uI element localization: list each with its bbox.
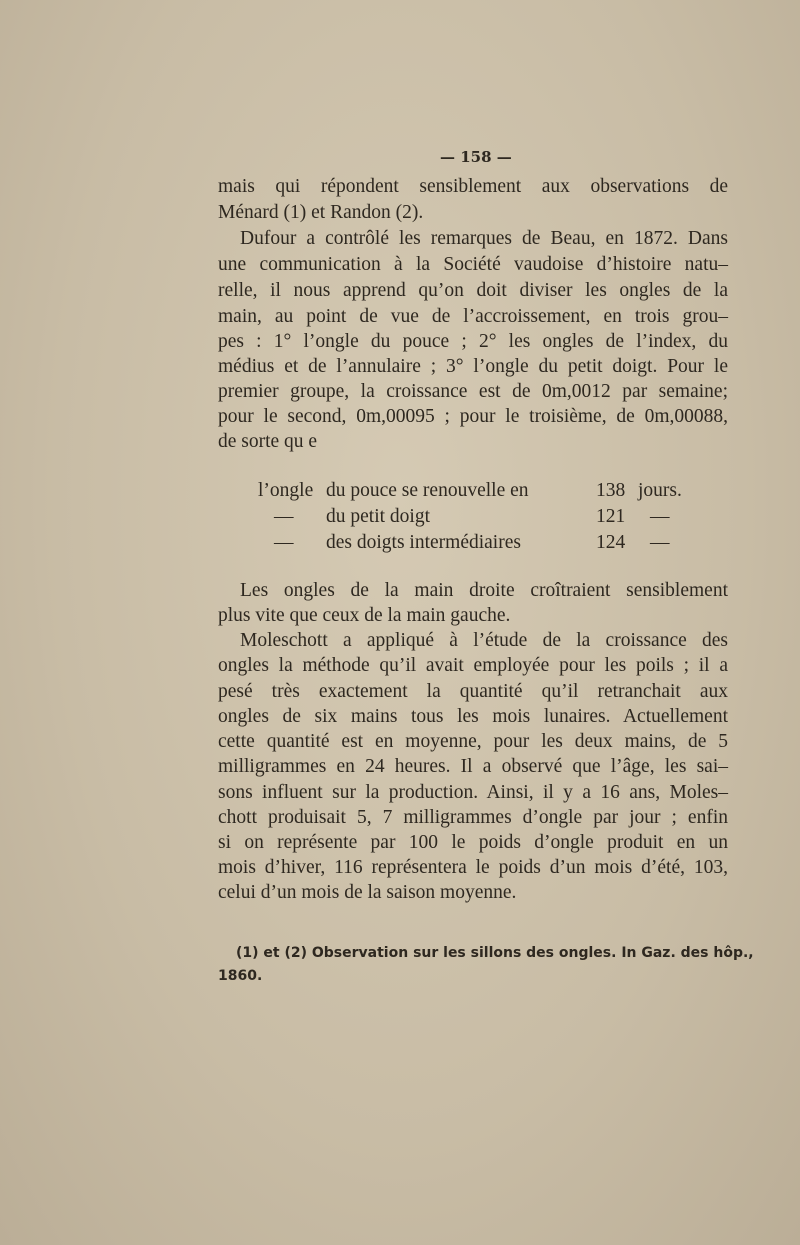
text-line: ongles de six mains tous les mois lunaires. Actuellement bbox=[218, 706, 728, 727]
text-line: milligrammes en 24 heures. Il a observé que l’âge, les sai– bbox=[218, 756, 728, 777]
text-line: Moleschott a appliqué à l’étude de la croissance des bbox=[240, 630, 728, 651]
text-line: ongles la méthode qu’il avait employée pour les poils ; il a bbox=[218, 655, 728, 676]
text-line: mais qui répondent sensiblement aux observations de bbox=[218, 176, 728, 197]
page-number: — 158 — bbox=[440, 148, 512, 166]
text-line: médius et de l’annulaire ; 3° l’ongle du petit doigt. Pour le bbox=[218, 356, 728, 377]
row-prefix: — bbox=[274, 506, 294, 527]
row-label: du petit doigt bbox=[326, 506, 430, 527]
text-line: premier groupe, la croissance est de 0m,0012 par semaine; bbox=[218, 381, 728, 402]
text-line: Ménard (1) et Randon (2). bbox=[218, 202, 424, 223]
text-line: cette quantité est en moyenne, pour les deux mains, de 5 bbox=[218, 731, 728, 752]
row-prefix: l’ongle bbox=[258, 480, 314, 501]
text-line: relle, il nous apprend qu’on doit diviser les ongles de la bbox=[218, 280, 728, 301]
text-line: de sorte qu e bbox=[218, 431, 318, 452]
row-label: des doigts intermédiaires bbox=[326, 532, 521, 553]
text-line: chott produisait 5, 7 milligrammes d’ongle par jour ; enfin bbox=[218, 807, 728, 828]
row-unit: — bbox=[650, 532, 670, 553]
row-value: 124 bbox=[596, 532, 626, 553]
text-line: main, au point de vue de l’accroissement, en trois grou– bbox=[218, 306, 728, 327]
text-line: une communication à la Société vaudoise d’histoire natu– bbox=[218, 254, 728, 275]
text-line: Dufour a contrôlé les remarques de Beau, en 1872. Dans bbox=[240, 228, 728, 249]
text-line: pour le second, 0m,00095 ; pour le troisième, de 0m,00088, bbox=[218, 406, 728, 427]
row-unit: jours. bbox=[638, 480, 682, 501]
row-unit: — bbox=[650, 506, 670, 527]
text-line: celui d’un mois de la saison moyenne. bbox=[218, 882, 517, 903]
row-value: 138 bbox=[596, 480, 626, 501]
text-line: si on représente par 100 le poids d’ongle produit en un bbox=[218, 832, 728, 853]
text-line: sons influent sur la production. Ainsi, il y a 16 ans, Moles– bbox=[218, 782, 728, 803]
text-line: Les ongles de la main droite croîtraient sensiblement bbox=[240, 580, 728, 601]
footnote-line: (1) et (2) Observation sur les sillons des ongles. In Gaz. des hôp., bbox=[236, 945, 754, 961]
footnote-line: 1860. bbox=[218, 968, 263, 984]
row-label: du pouce se renouvelle en bbox=[326, 480, 529, 501]
text-line: pesé très exactement la quantité qu’il retranchait aux bbox=[218, 681, 728, 702]
row-value: 121 bbox=[596, 506, 626, 527]
text-line: pes : 1° l’ongle du pouce ; 2° les ongles de l’index, du bbox=[218, 331, 728, 352]
row-prefix: — bbox=[274, 532, 294, 553]
text-line: mois d’hiver, 116 représentera le poids d’un mois d’été, 103, bbox=[218, 857, 728, 878]
text-line: plus vite que ceux de la main gauche. bbox=[218, 605, 511, 626]
